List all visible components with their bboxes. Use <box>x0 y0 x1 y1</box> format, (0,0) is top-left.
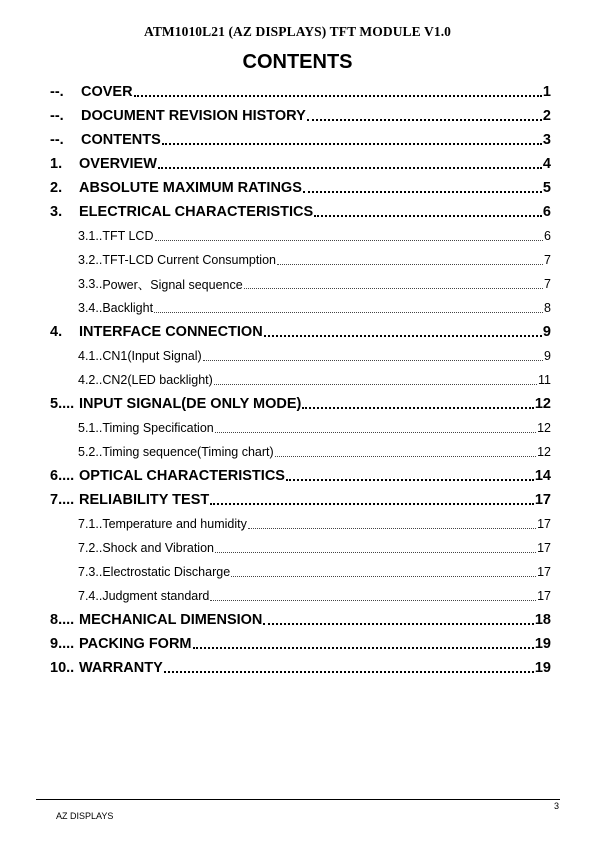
document-header: ATM1010L21 (AZ DISPLAYS) TFT MODULE V1.0 <box>143 24 452 39</box>
dot-leader <box>215 426 536 433</box>
toc-entry-page-number: 5 <box>542 180 551 196</box>
toc-entry-number: 3.2.. <box>78 253 103 267</box>
toc-entry-label: WARRANTY <box>79 660 163 676</box>
toc-entry-label: CN2(LED backlight) <box>102 373 213 387</box>
toc-entry-page-number: 19 <box>534 660 551 676</box>
toc-entry-number: 7.1.. <box>78 517 103 531</box>
toc-entry-label: DOCUMENT REVISION HISTORY <box>81 108 306 124</box>
toc-entry-label: Timing sequence(Timing chart) <box>102 445 274 459</box>
toc-entry-number: 9.... <box>50 636 75 652</box>
toc-entry-label: INPUT SIGNAL(DE ONLY MODE) <box>79 396 302 412</box>
toc-entry-number: 7.4.. <box>78 589 103 603</box>
toc-entry-label: RELIABILITY TEST <box>79 492 210 508</box>
toc-entry-label: COVER <box>81 84 133 100</box>
dot-leader <box>244 282 543 289</box>
dot-leader <box>248 522 536 529</box>
toc-entry-label: MECHANICAL DIMENSION <box>79 612 263 628</box>
toc-entry[interactable] <box>0 152 595 176</box>
toc-entry-page-number: 7 <box>544 253 551 267</box>
toc-subentry[interactable] <box>0 296 595 320</box>
toc-subentry[interactable] <box>0 344 595 368</box>
footer-page-number: 3 <box>553 801 559 811</box>
toc-entry-page-number: 2 <box>542 108 551 124</box>
toc-entry-page-number: 6 <box>542 204 551 220</box>
dot-leader <box>193 641 534 649</box>
toc-entry-page-number: 4 <box>542 156 551 172</box>
toc-entry[interactable] <box>0 128 595 152</box>
toc-entry[interactable] <box>0 608 595 632</box>
toc-entry-label: CONTENTS <box>81 132 161 148</box>
toc-entry[interactable] <box>0 320 595 344</box>
footer-company: AZ DISPLAYS <box>56 811 114 821</box>
toc-subentry[interactable] <box>0 560 595 584</box>
toc-entry-page-number: 3 <box>542 132 551 148</box>
dot-leader <box>275 450 536 457</box>
dot-leader <box>154 306 543 313</box>
toc-entry-label: Backlight <box>102 301 154 315</box>
toc-subentry[interactable] <box>0 248 595 272</box>
toc-entry-page-number: 17 <box>537 541 551 555</box>
toc-entry-label: Judgment standard <box>102 589 210 603</box>
toc-entry-page-number: 17 <box>537 517 551 531</box>
toc-entry-number: 3. <box>50 204 63 220</box>
toc-entry-number: 5.... <box>50 396 75 412</box>
toc-entry-number: 1. <box>50 156 63 172</box>
toc-entry[interactable] <box>0 656 595 680</box>
toc-entry-number: 3.4.. <box>78 301 103 315</box>
dot-leader <box>162 137 542 145</box>
toc-entry-page-number: 14 <box>534 468 551 484</box>
dot-leader <box>155 234 544 241</box>
dot-leader <box>203 354 543 361</box>
toc-subentry[interactable] <box>0 368 595 392</box>
toc-entry-page-number: 12 <box>537 421 551 435</box>
dot-leader <box>263 617 533 625</box>
toc-entry-label: TFT-LCD Current Consumption <box>102 253 276 267</box>
dot-leader <box>164 665 534 673</box>
toc-entry-page-number: 8 <box>544 301 551 315</box>
toc-entry-number: 5.2.. <box>78 445 103 459</box>
toc-entry-label: CN1(Input Signal) <box>102 349 202 363</box>
toc-entry-page-number: 12 <box>534 396 551 412</box>
toc-entry-number: --. <box>50 132 64 148</box>
toc-entry-label: Shock and Vibration <box>102 541 214 555</box>
toc-entry[interactable] <box>0 488 595 512</box>
toc-entry-number: 6.... <box>50 468 75 484</box>
toc-entry-page-number: 9 <box>544 349 551 363</box>
toc-entry-label: OPTICAL CHARACTERISTICS <box>79 468 285 484</box>
dot-leader <box>210 497 534 505</box>
dot-leader <box>286 473 534 481</box>
toc-entry-page-number: 18 <box>534 612 551 628</box>
dot-leader <box>277 258 543 265</box>
toc-entry-number: 4. <box>50 324 63 340</box>
toc-subentry[interactable] <box>0 536 595 560</box>
toc-entry[interactable] <box>0 80 595 104</box>
toc-subentry[interactable] <box>0 224 595 248</box>
toc-entry-label: ABSOLUTE MAXIMUM RATINGS <box>79 180 302 196</box>
toc-subentry[interactable] <box>0 416 595 440</box>
dot-leader <box>210 594 536 601</box>
toc-subentry[interactable] <box>0 584 595 608</box>
toc-entry-page-number: 12 <box>537 445 551 459</box>
toc-entry[interactable] <box>0 176 595 200</box>
toc-entry[interactable] <box>0 464 595 488</box>
toc-entry-label: INTERFACE CONNECTION <box>79 324 263 340</box>
toc-entry-number: 10.. <box>50 660 75 676</box>
dot-leader <box>158 161 542 169</box>
toc-entry-label: Electrostatic Discharge <box>102 565 231 579</box>
toc-entry-number: 7.3.. <box>78 565 103 579</box>
dot-leader <box>303 185 542 193</box>
toc-entry[interactable] <box>0 104 595 128</box>
toc-entry-label: Temperature and humidity <box>102 517 247 531</box>
toc-entry-number: 3.1.. <box>78 229 103 243</box>
toc-entry-number: 7.2.. <box>78 541 103 555</box>
toc-entry-label: Power、Signal sequence <box>102 278 243 292</box>
toc-entry-number: --. <box>50 84 64 100</box>
dot-leader <box>214 378 537 385</box>
toc-entry[interactable] <box>0 392 595 416</box>
dot-leader <box>264 329 542 337</box>
dot-leader <box>231 570 536 577</box>
page-title: CONTENTS <box>242 51 353 73</box>
toc-entry-page-number: 1 <box>542 84 551 100</box>
dot-leader <box>302 401 534 409</box>
toc-entry-number: 2. <box>50 180 63 196</box>
dot-leader <box>134 89 542 97</box>
toc-subentry[interactable] <box>0 512 595 536</box>
toc-entry-page-number: 19 <box>534 636 551 652</box>
toc-entry-page-number: 7 <box>544 277 551 291</box>
toc-entry-number: 4.1.. <box>78 349 103 363</box>
dot-leader <box>314 209 542 217</box>
dot-leader <box>215 546 536 553</box>
toc-entry-number: 3.3.. <box>78 277 103 291</box>
toc-entry-page-number: 9 <box>542 324 551 340</box>
toc-entry-number: 8.... <box>50 612 75 628</box>
toc-entry[interactable] <box>0 200 595 224</box>
toc-entry-number: 7.... <box>50 492 75 508</box>
toc-entry-page-number: 17 <box>537 589 551 603</box>
toc-subentry[interactable] <box>0 272 595 296</box>
dot-leader <box>307 113 542 121</box>
toc-subentry[interactable] <box>0 440 595 464</box>
toc-entry[interactable] <box>0 632 595 656</box>
toc-entry-page-number: 17 <box>537 565 551 579</box>
toc-entry-number: 5.1.. <box>78 421 103 435</box>
toc-entry-number: --. <box>50 108 64 124</box>
table-of-contents <box>0 80 595 680</box>
toc-entry-label: OVERVIEW <box>79 156 157 172</box>
footer-divider <box>36 799 560 800</box>
toc-entry-label: PACKING FORM <box>79 636 192 652</box>
toc-entry-label: ELECTRICAL CHARACTERISTICS <box>79 204 314 220</box>
toc-entry-page-number: 11 <box>538 373 551 387</box>
toc-entry-label: TFT LCD <box>102 229 154 243</box>
toc-entry-page-number: 17 <box>534 492 551 508</box>
toc-entry-page-number: 6 <box>544 229 551 243</box>
toc-entry-number: 4.2.. <box>78 373 103 387</box>
toc-entry-label: Timing Specification <box>102 421 214 435</box>
